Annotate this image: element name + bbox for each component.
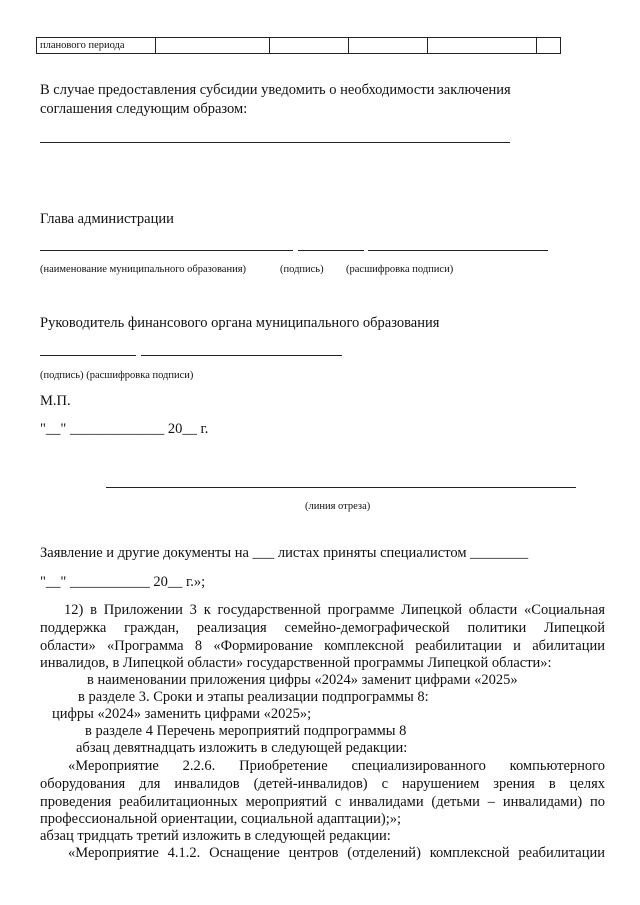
finance-decoding-underline <box>141 355 342 356</box>
p12-line-2: поддержка граждан, реализация семейно-демографической политики Липецкой <box>40 620 605 636</box>
item-name: в наименовании приложения цифры «2024» заменит цифрами «2025» <box>87 672 518 688</box>
cut-line-caption: (линия отреза) <box>305 501 371 512</box>
caption-decoding: (расшифровка подписи) <box>346 264 454 275</box>
top-table <box>36 37 561 54</box>
m226-line-2: оборудования для инвалидов (детей-инвалидов) с нарушением зрения в целях <box>40 776 605 792</box>
date-line-2: "__" ___________ 20__ г.»; <box>40 574 206 590</box>
table-cell <box>537 38 561 54</box>
finance-title: Руководитель финансового органа муниципального образования <box>40 315 440 331</box>
decoding-underline <box>368 250 548 251</box>
table-cell: планового периода <box>37 38 156 54</box>
table-cell <box>156 38 270 54</box>
m226-line-4: профессиональной ориентации, социальной адаптации);»; <box>40 811 402 827</box>
m226-line-1: «Мероприятие 2.2.6. Приобретение специализированного компьютерного <box>68 758 605 774</box>
notice-line-1: В случае предоставления субсидии уведомить о необходимости заключения <box>40 82 511 98</box>
m412-line-1: «Мероприятие 4.1.2. Оснащение центров (отделений) комплексной реабилитации <box>68 845 605 861</box>
finance-signature-underline <box>40 355 136 356</box>
application-line: Заявление и другие документы на ___ листах приняты специалистом ________ <box>40 545 529 561</box>
m226-line-3: проведения реабилитационных мероприятий с инвалидами (детьми – инвалидами) по <box>40 794 605 810</box>
stamp-label: М.П. <box>40 393 71 409</box>
p12-line-3: области» «Программа 8 «Формирование комплексной реабилитации и абилитации <box>40 638 605 654</box>
item-section4: в разделе 4 Перечень мероприятий подпрограммы 8 <box>85 723 407 739</box>
date-line-1: "__" _____________ 20__ г. <box>40 421 209 437</box>
signature-underline <box>298 250 364 251</box>
p12-line-1: 12) в Приложении 3 к государственной программе Липецкой области «Социальная <box>64 602 605 618</box>
item-abzac19: абзац девятнадцать изложить в следующей редакции: <box>76 740 408 756</box>
item-section3: в разделе 3. Сроки и этапы реализации подпрограммы 8: <box>78 689 429 705</box>
notice-line-2: соглашения следующим образом: <box>40 101 248 117</box>
notice-underline <box>40 142 510 143</box>
item-digits: цифры «2024» заменить цифрами «2025»; <box>52 706 312 722</box>
table-cell <box>428 38 537 54</box>
head-title: Глава администрации <box>40 211 174 227</box>
table-cell <box>270 38 349 54</box>
cut-line <box>106 487 576 488</box>
item-abzac33: абзац тридцать третий изложить в следующей редакции: <box>40 828 391 844</box>
municipality-underline <box>40 250 293 251</box>
caption-municipality: (наименование муниципального образования) <box>40 264 247 275</box>
caption-signature: (подпись) <box>280 264 324 275</box>
finance-caption: (подпись) (расшифровка подписи) <box>40 370 194 381</box>
p12-line-4: инвалидов, в Липецкой области» государственной программы Липецкой области»: <box>40 655 552 671</box>
table-cell <box>349 38 428 54</box>
table-row <box>37 38 561 54</box>
